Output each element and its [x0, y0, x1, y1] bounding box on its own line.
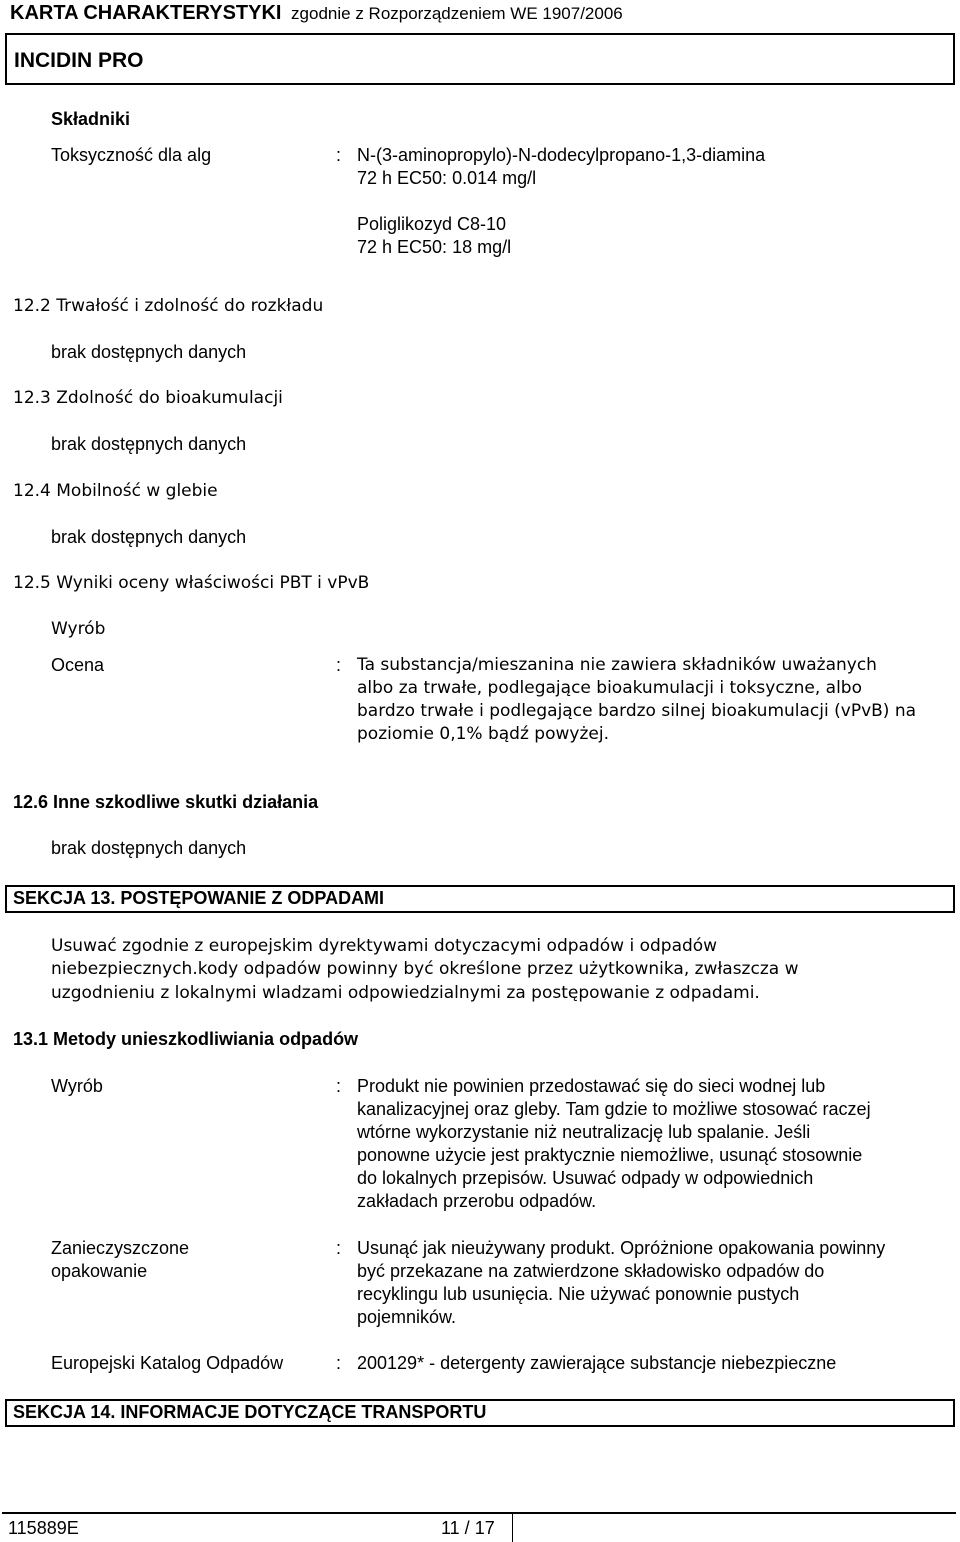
- section-12-2-text: brak dostępnych danych: [51, 342, 247, 362]
- waste-product-line-6: zakładach przerobu odpadów.: [357, 1191, 597, 1211]
- packaging-line-1: Usunąć jak nieużywany produkt. Opróżnione opakowania powinny: [357, 1238, 886, 1258]
- waste-product-line-4: ponowne użycie jest praktycznie niemożliwe, usunąć stosownie: [357, 1145, 863, 1165]
- algae-toxicity-label: Toksyczność dla alg: [51, 145, 212, 165]
- ingredients-heading: Składniki: [51, 109, 131, 129]
- document-title: KARTA CHARAKTERYSTYKI: [10, 2, 282, 24]
- waste-product-colon: :: [336, 1076, 342, 1096]
- section-12-6-text: brak dostępnych danych: [51, 838, 247, 858]
- product-name: INCIDIN PRO: [14, 49, 144, 72]
- algae-substance-1: N-(3-aminopropylo)-N-dodecylpropano-1,3-diamina: [357, 145, 766, 165]
- waste-catalog-label: Europejski Katalog Odpadów: [51, 1353, 284, 1373]
- footer-divider: [512, 1512, 513, 1542]
- section-12-6-heading: 12.6 Inne szkodliwe skutki działania: [13, 792, 319, 812]
- algae-ec50-1: 72 h EC50: 0.014 mg/l: [357, 168, 537, 188]
- disposal-intro-line-3: uzgodnieniu z lokalnymi wladzami odpowiedzialnymi za postępowanie z odpadami.: [51, 983, 760, 1003]
- waste-product-line-3: wtórne wykorzystanie niż neutralizację lub spalanie. Jeśli: [357, 1122, 811, 1142]
- section-12-2-heading: 12.2 Trwałość i zdolność do rozkładu: [13, 296, 324, 316]
- packaging-label-line-1: Zanieczyszczone: [51, 1238, 190, 1258]
- algae-toxicity-colon: :: [336, 145, 342, 165]
- assessment-line-3: bardzo trwałe i podlegające bardzo silnej bioakumulacji (vPvB) na: [357, 701, 917, 721]
- packaging-label-line-2: opakowanie: [51, 1261, 148, 1281]
- packaging-line-2: być przekazane na zatwierdzone składowisko odpadów do: [357, 1261, 825, 1281]
- waste-product-line-1: Produkt nie powinien przedostawać się do sieci wodnej lub: [357, 1076, 826, 1096]
- section-12-4-heading: 12.4 Mobilność w glebie: [13, 481, 218, 501]
- section-14-bar: [5, 1399, 955, 1427]
- section-13-bar: [5, 885, 955, 913]
- section-12-5-heading: 12.5 Wyniki oceny właściwości PBT i vPvB: [13, 573, 370, 593]
- document-code: 115889E: [8, 1518, 79, 1538]
- product-name-box: [5, 33, 955, 85]
- document-header: [10, 2, 623, 25]
- disposal-intro-line-2: niebezpiecznych.kody odpadów powinny być określone przez użytkownika, zwłaszcza w: [51, 959, 799, 979]
- document-subtitle: zgodnie z Rozporządzeniem WE 1907/2006: [291, 4, 623, 23]
- assessment-colon: :: [336, 655, 342, 675]
- section-13-title: SEKCJA 13. POSTĘPOWANIE Z ODPADAMI: [13, 888, 385, 908]
- algae-ec50-2: 72 h EC50: 18 mg/l: [357, 237, 512, 257]
- waste-catalog-colon: :: [336, 1353, 342, 1373]
- section-13-1-heading: 13.1 Metody unieszkodliwiania odpadów: [13, 1029, 359, 1049]
- waste-catalog-value: 200129* - detergenty zawierające substancje niebezpieczne: [357, 1353, 837, 1373]
- product-subheading: Wyrób: [51, 619, 106, 639]
- section-14-title: SEKCJA 14. INFORMACJE DOTYCZĄCE TRANSPORTU: [13, 1402, 487, 1422]
- assessment-line-4: poziomie 0,1% bądź powyżej.: [357, 724, 609, 744]
- section-12-3-text: brak dostępnych danych: [51, 434, 247, 454]
- waste-product-line-2: kanalizacyjnej oraz gleby. Tam gdzie to możliwe stosować raczej: [357, 1099, 871, 1119]
- section-12-4-text: brak dostępnych danych: [51, 527, 247, 547]
- packaging-line-3: recyklingu lub usunięcia. Nie używać ponownie pustych: [357, 1284, 800, 1304]
- packaging-line-4: pojemników.: [357, 1307, 457, 1327]
- packaging-colon: :: [336, 1238, 342, 1258]
- disposal-intro-line-1: Usuwać zgodnie z europejskim dyrektywami dotyczacymi odpadów i odpadów: [51, 936, 718, 956]
- assessment-line-1: Ta substancja/mieszanina nie zawiera składników uważanych: [357, 655, 877, 675]
- page-number: 11 / 17: [441, 1518, 495, 1538]
- algae-substance-2: Poliglikozyd C8-10: [357, 214, 507, 234]
- assessment-label: Ocena: [51, 655, 105, 675]
- assessment-line-2: albo za trwałe, podlegające bioakumulacji i toksyczne, albo: [357, 678, 862, 698]
- waste-product-label: Wyrób: [51, 1076, 103, 1096]
- section-12-3-heading: 12.3 Zdolność do bioakumulacji: [13, 388, 283, 408]
- waste-product-line-5: do lokalnych przepisów. Usuwać odpady w odpowiednich: [357, 1168, 814, 1188]
